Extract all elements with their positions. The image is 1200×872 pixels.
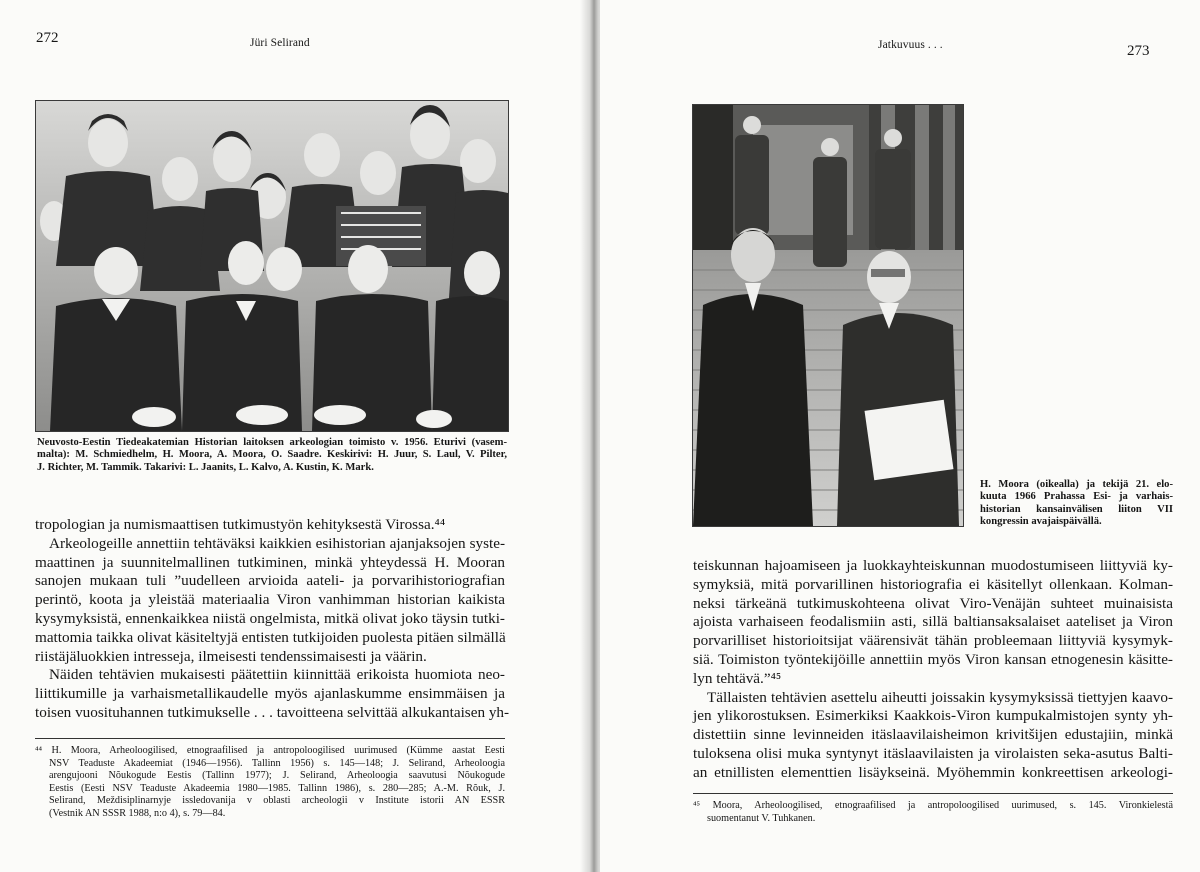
caption-line: historian kansainvälisen liiton VII [980, 503, 1173, 515]
footnote-line: ⁴⁵ Moora, Arheoloogilised, etnograafilised ja antropoloogilised uurimused, s. 145. Vironkielestä [693, 800, 1173, 811]
photo-caption-left [37, 437, 507, 474]
text-line: jen ylikorostuksen. Esimerkiksi Kaakkois-Viron kumpukalmistojen synty yh- [693, 707, 1173, 725]
footnote-rule [35, 738, 505, 739]
running-head-left: Jüri Selirand [250, 37, 310, 49]
running-head-right: Jatkuvuus . . . [878, 39, 943, 51]
caption-line: malta): M. Schmiedhelm, H. Moora, A. Moora, O. Saadre. Keskirivi: H. Juur, S. Laul, V. Pilter, [37, 449, 507, 461]
footnote-line: Selirand, Meždisiplinarnyje issledovanija v oblasti archeologii v Institute istorii AN ESSR [49, 795, 505, 807]
text-line: symyksiä, mitä porvarillinen historiografia ei käsitellyt ollenkaan. Kolman- [693, 575, 1173, 593]
left-page [0, 0, 588, 872]
text-line: neksi tärkeänä tutkimuskohteena olivat Viro-Venäjän suhteet muinaisista [693, 594, 1173, 612]
footnote-line: ⁴⁴ H. Moora, Arheoloogilised, etnograafilised ja antropoloogilised uurimused (Kümme aastat Eesti [35, 745, 505, 756]
page-number-left: 272 [36, 30, 59, 46]
text-line: distettiin sinne levinneiden itäslaavilaisheimon krivitšijen edustajiin, minkä [693, 726, 1173, 744]
group-photo [35, 100, 509, 432]
body-text-right [693, 557, 1173, 783]
photo-caption-right [980, 479, 1173, 528]
text-line: ajoista varhaiseen feodalismiin asti, sillä baltiansaksalaiset aateliset ja Viron [693, 613, 1173, 631]
caption-line: Neuvosto-Eestin Tiedeakatemian Historian laitoksen arkeologian toimisto v. 1956. Eturivi (vasem- [37, 437, 507, 448]
text-line: mattomia taikka olivat käsiteltyjä entisten tutkijoiden puolesta pitäen silmällä [35, 628, 506, 646]
caption-line: H. Moora (oikealla) ja tekijä 21. elo- [980, 479, 1173, 490]
text-line: teiskunnan hajoamiseen ja luokkayhteiskunnan muodostumiseen liittyviä ky- [693, 557, 1173, 574]
text-line: liittikumille ja varhaismetallikaudelle myös ajanlaskumme ensimmäisen ja [35, 685, 505, 703]
footnote-rule [693, 793, 1173, 794]
caption-line: kuuta 1966 Prahassa Esi- ja varhais- [980, 491, 1173, 503]
text-line: perintö, koota ja yleistää materiaalia Viron vanhimman historian kaikista [35, 591, 505, 609]
text-line: sanojen mukaan tuli ”uudelleen arvioida aateli- ja porvarihistoriografian [35, 572, 505, 590]
caption-line: J. Richter, M. Tammik. Takarivi: L. Jaanits, L. Kalvo, A. Kustin, K. Mark. [37, 461, 374, 473]
text-line: kysymyksistä, ennenkaikkea niistä ongelmista, mitkä olivat joko täysin tutki- [35, 609, 505, 627]
portrait-photo-image [693, 105, 963, 526]
text-line: Tällaisten tehtävien asettelu aiheutti joissakin kysymyksissä tiettyjen kaavo- [707, 688, 1173, 706]
footnote-right [693, 800, 1173, 825]
footnote-line: (Vestnik AN SSSR 1988, n:o 4), s. 79—84. [49, 807, 226, 819]
footnote-line: Eestis (Eesti NSV Teaduste Akadeemia 1980—1985. Tallinn 1986), s. 280—285; A.-M. Rõuk, J. [49, 782, 505, 794]
text-line: riistäjäluokkien intresseja, ilmeisesti tendenssimaisesti ja väärin. [35, 647, 427, 665]
group-photo-image [36, 101, 508, 431]
right-page [600, 0, 1200, 872]
text-line: porvarilliset historioitsijat väärensivät tähän probleemaan liittyviä kysymyk- [693, 632, 1173, 650]
text-line: lyn tehtävä.”⁴⁵ [693, 669, 782, 687]
text-line: siä. Toimiston työntekijöille annettiin myös Viron kansan etnogenesin käsitte- [693, 650, 1173, 668]
text-line: toisen vuosituhannen tutkimukselle . . . tavoitteena selvittää alkukantaisen yh- [35, 703, 510, 721]
text-line: an etnillisten elementtien lisäykseinä. Myöhemmin konkreettisen arkeologi- [693, 763, 1173, 781]
page-number-right: 273 [1127, 43, 1150, 59]
text-line: tropologian ja numismaattisen tutkimustyön kehityksestä Virossa.⁴⁴ [35, 516, 446, 533]
caption-line: kongressin avajaispäivällä. [980, 515, 1102, 527]
footnote-line: suomentanut V. Tuhkanen. [707, 812, 816, 824]
body-text-left [35, 516, 510, 723]
footnote-left [35, 745, 505, 821]
portrait-photo [692, 104, 964, 527]
text-line: Arkeologeille annettiin tehtäväksi kaikkien esihistorian ajanjaksojen syste- [49, 534, 505, 552]
text-line: tuloksena olisi muka syntynyt itäslaavilaisten ja virolaisten seka-asutus Balti- [693, 744, 1173, 762]
text-line: maattinen ja suunnitelmallinen tutkiminen, minkä yhteydessä H. Mooran [35, 553, 505, 571]
footnote-line: arengujooni Nõukogude Eestis (Tallinn 1977); J. Selirand, Arheoloogia saavutusi Nõukogude [49, 770, 505, 782]
text-line: Näiden tehtävien mukaisesti päätettiin kiinnittää erikoista huomiota neo- [49, 666, 505, 684]
footnote-line: NSV Teaduste Akadeemiat (1946—1956). Tallinn 1956) s. 145—148; J. Selirand, Arheoloogia [49, 757, 505, 769]
